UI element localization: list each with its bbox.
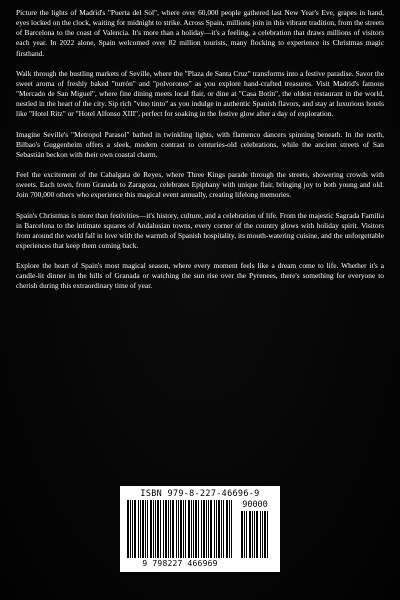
blurb-text [16, 8, 384, 302]
barcode-bar [163, 500, 164, 558]
barcode-bar [165, 500, 167, 558]
blurb-paragraph-1: Picture the lights of Madrid's "Puerta del Sol", where over 60,000 people gathered last New Year's Eve, grapes in hand, eyes locked on the clock, waiting for midnight to strike. Across Spain, millions join in this vibrant tradition, from the streets of Barcelona to the coast of Valencia. It's more than a holiday—it's a feeling, a celebration that draws millions of visitors each year. In 2022 alone, Spain welcomed over 82 million tourists, many flocking to experience its Christmas magic firsthand. [16, 8, 384, 58]
barcode-bar [216, 500, 217, 558]
barcode-bar [134, 500, 136, 558]
isbn-barcode-box [120, 486, 280, 572]
barcode-bar [157, 500, 159, 558]
barcode-bar [221, 500, 222, 558]
barcode-bar [180, 500, 182, 558]
barcode-bar [170, 500, 171, 558]
addon-barcode-bar [249, 511, 251, 558]
barcode-bar [210, 500, 212, 558]
addon-barcode-bar [262, 511, 263, 558]
isbn-label: ISBN 979-8-227-46696-9 [140, 489, 260, 499]
addon-barcode-bar [260, 511, 261, 558]
barcode-bar [172, 500, 174, 558]
barcode-bar [201, 500, 202, 558]
barcode-bar [214, 500, 215, 558]
barcode-bar [185, 500, 186, 558]
blurb-paragraph-3: Imagine Seville's "Metropol Parasol" bathed in twinkling lights, with flamenco dancers spinning beneath. In the north, Bilbao's Guggenheim offers a sleek, modern contrast to centuries-old celebrations, while the ancient streets of San Sebastián beckon with their own coastal charm. [16, 129, 384, 159]
addon-barcode-bar [252, 511, 253, 558]
barcode-bar [195, 500, 197, 558]
addon-barcode-bar [254, 511, 255, 558]
barcode-bar [127, 500, 129, 558]
barcode-bar [193, 500, 194, 558]
barcode-bar [155, 500, 156, 558]
price-code: 90000 [242, 500, 268, 510]
barcode-bar [145, 500, 146, 558]
barcode-bar [176, 500, 177, 558]
blurb-paragraph-4: Feel the excitement of the Cabalgata de Reyes, where Three Kings parade through the streets, showering crowds with sweets. Each town, from Granada to Zaragoza, celebrates Epiphany with unique flair, bringing joy to both young and old. Join 700,000 others who experience this magical event annually, creating lifelong memories. [16, 170, 384, 200]
barcode-bar [132, 500, 133, 558]
barcode-bar [140, 500, 141, 558]
barcode-bar [229, 500, 230, 558]
addon-barcode-icon [240, 511, 272, 558]
barcode-bar [142, 500, 144, 558]
barcode-icon [126, 500, 234, 560]
barcode-bar [188, 500, 190, 558]
barcode-bar [198, 500, 199, 558]
addon-barcode-bar [264, 511, 266, 558]
barcode-bar [178, 500, 179, 558]
addon-barcode-bar [244, 511, 245, 558]
blurb-paragraph-2: Walk through the bustling markets of Seville, where the "Plaza de Santa Cruz" transforms into a festive paradise. Savor the sweet aroma of freshly baked "turrón" and "polvorones" as you explore hand-crafted treasures. Visit Madrid's famous "Mercado de San Miguel", where fine dining meets local flair, or dine at "Casa Botín", the oldest restaurant in the world, nestled in the heart of the city. Sip rich "vino tinto" as you indulge in authentic Spanish flavors, and stay at luxurious hotels like "Hotel Ritz" or "Hotel Alfonso XIII", perfect for soaking in the festive glow after a day of exploration. [16, 68, 384, 119]
blurb-paragraph-5: Spain's Christmas is more than festivities—it's history, culture, and a celebration of life. From the majestic Sagrada Familia in Barcelona to the intimate squares of Andalusian towns, every corner of the country glows with holiday spirit. Visitors from around the world fall in love with the warmth of Spanish hospitality, its mouth-watering cuisine, and the unforgettable experiences that keep them coming back. [16, 210, 384, 250]
barcode-bar [218, 500, 220, 558]
isbn-digits: 9 798227 466969 [142, 559, 218, 568]
barcode-bar [138, 500, 139, 558]
addon-barcode-bar [267, 511, 268, 558]
barcode-bar [191, 500, 192, 558]
barcode-bar [206, 500, 207, 558]
barcode-bar [130, 500, 131, 558]
barcode-bar [160, 500, 161, 558]
addon-barcode-bar [241, 511, 243, 558]
barcode-bar [208, 500, 209, 558]
barcode-bar [203, 500, 205, 558]
addon-barcode-bar [256, 511, 258, 558]
addon-barcode-bar [246, 511, 247, 558]
barcode-bar [231, 500, 232, 558]
blurb-paragraph-6: Explore the heart of Spain's most magical season, where every moment feels like a dream come to life. Whether it's a candle-lit dinner in the hills of Granada or watching the sun rise over the Pyrenees, there's something for everyone to cherish during this extraordinary time of year. [16, 261, 384, 291]
barcode-bar [147, 500, 148, 558]
barcode-bar [150, 500, 152, 558]
barcode-bar [223, 500, 224, 558]
barcode-bar [168, 500, 169, 558]
barcode-bar [183, 500, 184, 558]
barcode-bar [226, 500, 228, 558]
barcode-bar [153, 500, 154, 558]
